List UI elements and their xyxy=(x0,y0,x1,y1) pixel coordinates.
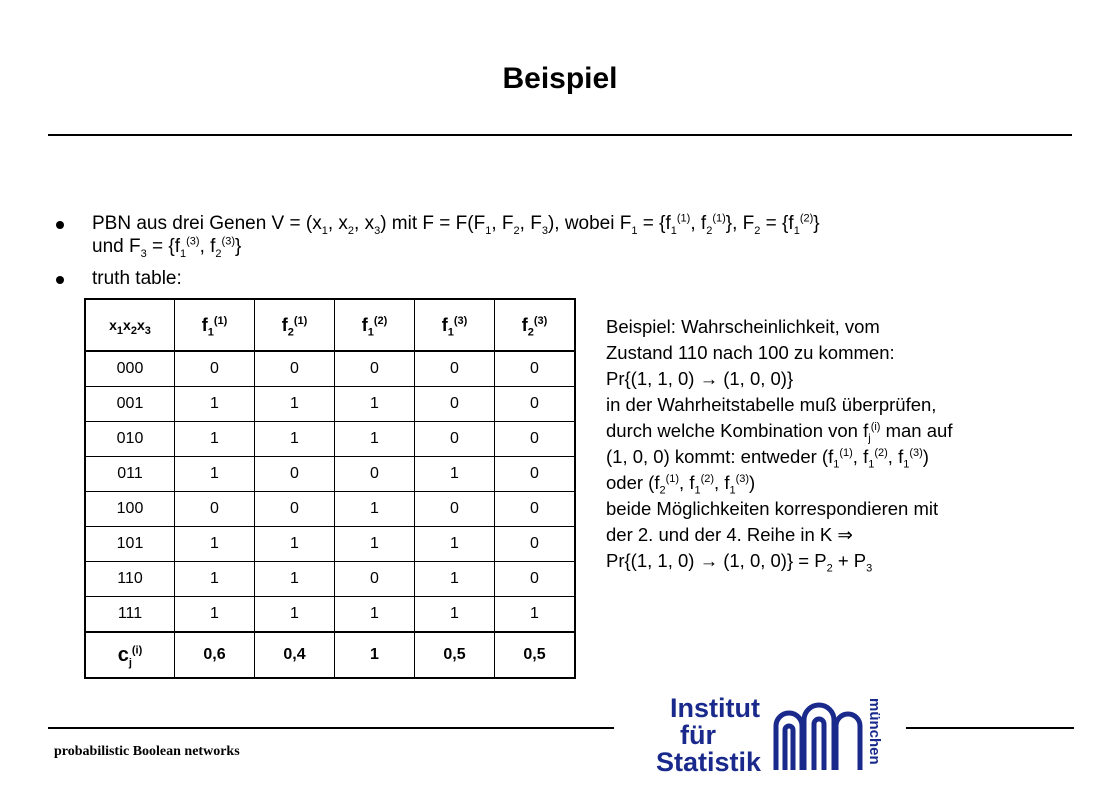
explanation-line: beide Möglichkeiten korrespondieren mit xyxy=(606,498,939,519)
header-x1x2x3: $x_1x_2x_3$ xyxy=(85,299,175,351)
table-cell: 0 xyxy=(175,351,255,387)
table-cell: 1 xyxy=(335,387,415,422)
table-cell: 0 xyxy=(495,457,576,492)
institute-logo xyxy=(652,690,884,776)
table-cell: 010 xyxy=(85,422,175,457)
explanation-line: Pr{(1, 1, 0) → (1, 0, $0)\} = P_2 + P_3$ xyxy=(606,550,873,575)
header-f1-1: $f_1^{(1)}$ xyxy=(175,299,255,351)
logo-text-muenchen: münchen xyxy=(866,698,883,765)
table-cell: 1 xyxy=(415,527,495,562)
table-cell: 1 xyxy=(335,527,415,562)
table-cell: 0 xyxy=(415,351,495,387)
table-cell: 1 xyxy=(335,597,415,633)
header-f1-2: $f_1^{(2)}$ xyxy=(335,299,415,351)
table-cell: 1 xyxy=(175,562,255,597)
table-row xyxy=(85,457,575,492)
table-cell: 0 xyxy=(255,351,335,387)
table-cell: 1 xyxy=(175,457,255,492)
table-cell: 0 xyxy=(255,457,335,492)
table-cell: 0 xyxy=(495,527,576,562)
table-cell: 0 xyxy=(335,562,415,597)
footer-cj-value: 0,6 xyxy=(175,632,255,678)
table-cell: 0 xyxy=(495,492,576,527)
header-f2-1: $f_2^{(1)}$ xyxy=(255,299,335,351)
table-row xyxy=(85,387,575,422)
table-cell: 100 xyxy=(85,492,175,527)
table-cell: 1 xyxy=(255,527,335,562)
footer-text: probabilistic Boolean networks xyxy=(54,744,240,759)
logo-text-institut: Institut xyxy=(670,693,760,723)
table-row xyxy=(85,527,575,562)
table-footer-row xyxy=(85,632,575,678)
footer-cj-value: 0,5 xyxy=(495,632,576,678)
header-f2-3: $f_2^{(3)}$ xyxy=(495,299,576,351)
truth-table xyxy=(84,298,576,679)
table-cell: 1 xyxy=(335,492,415,527)
logo-arches-icon xyxy=(776,705,860,770)
table-cell: 0 xyxy=(415,387,495,422)
table-row xyxy=(85,597,575,633)
implies-icon: ⇒ xyxy=(837,524,853,545)
top-divider xyxy=(48,134,1072,136)
table-cell: 000 xyxy=(85,351,175,387)
table-cell: 0 xyxy=(175,492,255,527)
bottom-divider-right xyxy=(906,727,1074,729)
logo-text-statistik: Statistik xyxy=(656,747,762,776)
bullet-item-pbn: PBN aus drei Genen $V = (x_1$, $x_2$, $x_3$) mit $F = F(F_1$, $F_2$, $F_3$), wobei $F_1 = \{f_1^{(1)}$, $f_2^{(1)}$}, $F_2 = \{f_1^{(2)}\}$ und $F_3 = \{f_1^{(3)}$, $f_2^{(3)}$} xyxy=(50,212,1070,258)
table-cell: 1 xyxy=(175,527,255,562)
table-cell: 1 xyxy=(175,387,255,422)
table-cell: 0 xyxy=(495,351,576,387)
table-cell: 1 xyxy=(415,562,495,597)
table-cell: 0 xyxy=(335,351,415,387)
table-cell: 0 xyxy=(335,457,415,492)
bottom-divider-left xyxy=(48,727,614,729)
footer-cj-value: 0,5 xyxy=(415,632,495,678)
bullet-dot-icon xyxy=(56,276,64,284)
table-cell: 1 xyxy=(255,562,335,597)
table-cell: 0 xyxy=(255,492,335,527)
logo-text-fuer: für xyxy=(680,720,716,750)
table-cell: 0 xyxy=(415,422,495,457)
footer-cj-value: 0,4 xyxy=(255,632,335,678)
footer-cj-value: 1 xyxy=(335,632,415,678)
table-cell: 1 xyxy=(415,597,495,633)
table-cell: 0 xyxy=(415,492,495,527)
table-cell: 1 xyxy=(255,387,335,422)
table-cell: 001 xyxy=(85,387,175,422)
explanation-line: durch welche Kombination von $f_j^{(i)}$ man auf xyxy=(606,420,953,445)
table-cell: 101 xyxy=(85,527,175,562)
explanation-line: in der Wahrheitstabelle muß überprüfen, xyxy=(606,394,937,415)
right-arrow-icon: → xyxy=(699,368,719,389)
explanation-line: Pr{(1, 1, 0) → (1, 0, 0)} xyxy=(606,368,794,389)
table-cell: 0 xyxy=(495,422,576,457)
table-cell: 1 xyxy=(335,422,415,457)
table-cell: 1 xyxy=(415,457,495,492)
bullet-list xyxy=(50,212,1070,290)
table-header-row xyxy=(85,299,575,351)
table-cell: 1 xyxy=(495,597,576,633)
table-row xyxy=(85,422,575,457)
explanation-text xyxy=(606,314,1076,574)
explanation-line: (1, 0, 0) kommt: entweder ($f_1^{(1)}$, $f_1^{(2)}$, $f_1^{(3)}$) xyxy=(606,446,929,471)
table-cell: 1 xyxy=(175,597,255,633)
table-row xyxy=(85,351,575,387)
explanation-line: Zustand 110 nach 100 zu kommen: xyxy=(606,342,895,363)
table-cell: 111 xyxy=(85,597,175,633)
table-cell: 1 xyxy=(255,422,335,457)
explanation-line: der 2. und der 4. Reihe in K ⇒ xyxy=(606,524,853,545)
table-cell: 0 xyxy=(495,562,576,597)
table-cell: 0 xyxy=(495,387,576,422)
bullet-item-truth-table: truth table: xyxy=(50,267,1070,290)
table-cell: 110 xyxy=(85,562,175,597)
table-cell: 1 xyxy=(175,422,255,457)
table-row xyxy=(85,492,575,527)
table-cell: 1 xyxy=(255,597,335,633)
bullet-dot-icon xyxy=(56,221,64,229)
header-f1-3: $f_1^{(3)}$ xyxy=(415,299,495,351)
footer-cj-label: $c_j^{(i)}$ xyxy=(85,632,175,678)
explanation-line: Beispiel: Wahrscheinlichkeit, vom xyxy=(606,316,880,337)
slide-title: Beispiel xyxy=(502,62,618,95)
table-row xyxy=(85,562,575,597)
explanation-line: oder ($f_2^{(1)}$, $f_1^{(2)}$, $f_1^{(3)}$) xyxy=(606,472,756,497)
right-arrow-icon: → xyxy=(699,550,719,571)
table-cell: 011 xyxy=(85,457,175,492)
